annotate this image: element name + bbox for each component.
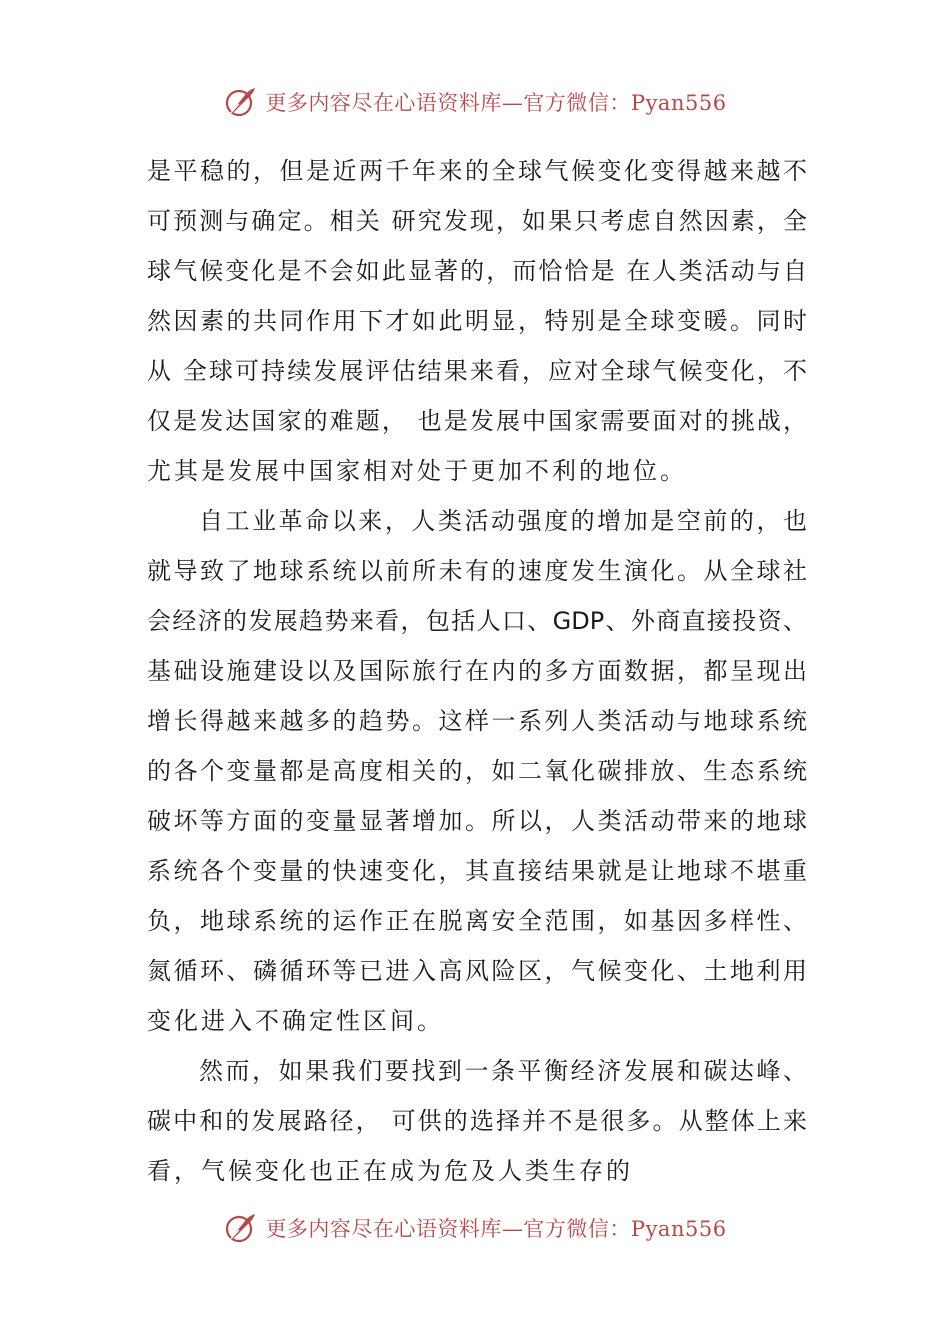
footer-banner	[0, 1208, 950, 1248]
text-line: 的各个变量都是高度相关的，如二氧化碳排放、生态系统	[147, 757, 807, 785]
text-line: 尤其是发展中国家相对处于更加不利的地位。	[147, 457, 687, 485]
text-line: 变化进入不确定性区间。	[147, 1007, 444, 1035]
text-line: 氮循环、磷循环等已进入高风险区，气候变化、土地利用	[147, 957, 807, 985]
paragraph-2	[147, 496, 807, 1046]
header-banner-text: 更多内容尽在心语资料库—官方微信：Pyan556	[265, 91, 727, 115]
text-line: 破坏等方面的变量显著增加。所以，人类活动带来的地球	[147, 807, 807, 835]
footer-banner-text: 更多内容尽在心语资料库—官方微信：Pyan556	[265, 1217, 727, 1241]
text-line: 增长得越来越多的趋势。这样一系列人类活动与地球系统	[147, 707, 807, 735]
text-line: 负，地球系统的运作正在脱离安全范围，如基因多样性、	[147, 907, 807, 935]
header-banner	[0, 82, 950, 122]
text-line: 碳中和的发展路径， 可供的选择并不是很多。从整体上来	[147, 1107, 807, 1135]
text-line: 看，气候变化也正在成为危及人类生存的	[147, 1157, 633, 1185]
quill-pen-icon	[223, 1211, 257, 1245]
text-line: 然因素的共同作用下才如此明显，特别是全球变暖。同时	[147, 307, 807, 335]
text-line: 基础设施建设以及国际旅行在内的多方面数据，都呈现出	[147, 657, 807, 685]
text-line: 从 全球可持续发展评估结果来看，应对全球气候变化，不	[147, 357, 807, 385]
text-line: 自工业革命以来，人类活动强度的增加是空前的，也	[199, 507, 807, 535]
text-line: 系统各个变量的快速变化，其直接结果就是让地球不堪重	[147, 857, 807, 885]
document-body	[147, 146, 807, 1196]
quill-pen-icon	[223, 85, 257, 119]
text-line: 仅是发达国家的难题， 也是发展中国家需要面对的挑战，	[147, 407, 807, 435]
text-line: 会经济的发展趋势来看，包括人口、GDP、外商直接投资、	[147, 607, 807, 635]
text-line: 是平稳的，但是近两千年来的全球气候变化变得越来越不	[147, 157, 807, 185]
text-line: 然而，如果我们要找到一条平衡经济发展和碳达峰、	[199, 1057, 807, 1085]
text-line: 可预测与确定。相关 研究发现，如果只考虑自然因素，全	[147, 207, 807, 235]
paragraph-1	[147, 146, 807, 496]
paragraph-3	[147, 1046, 807, 1196]
text-line: 就导致了地球系统以前所未有的速度发生演化。从全球社	[147, 557, 807, 585]
text-line: 球气候变化是不会如此显著的，而恰恰是 在人类活动与自	[147, 257, 807, 285]
